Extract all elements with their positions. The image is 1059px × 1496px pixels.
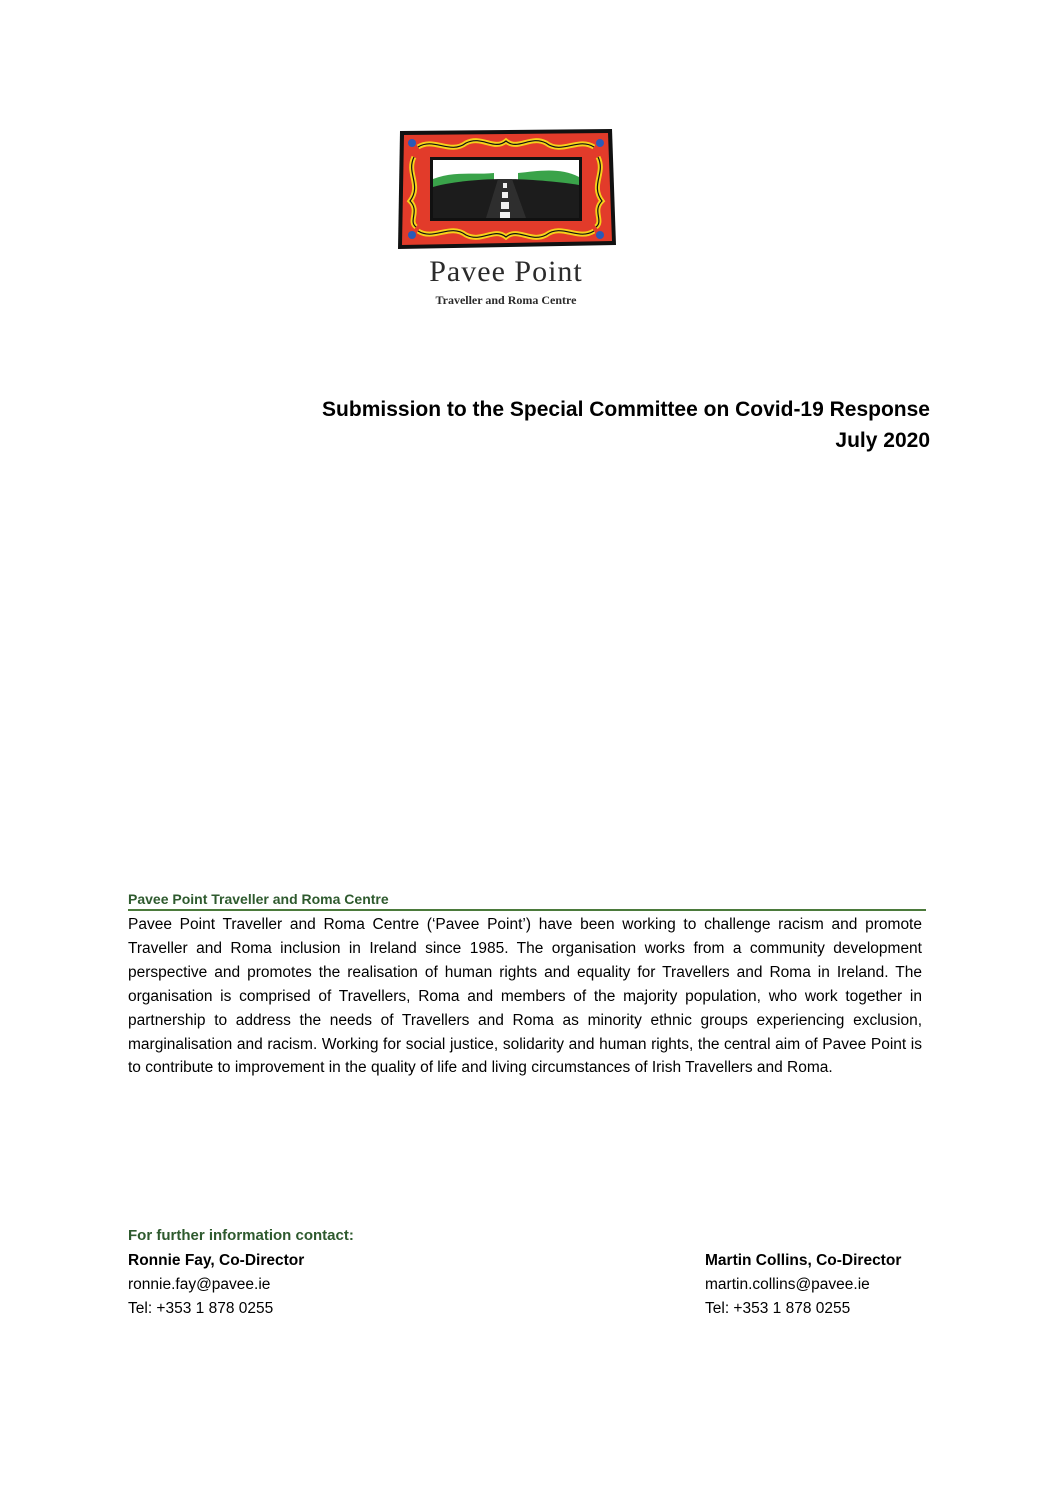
title-line-2: July 2020 bbox=[835, 429, 930, 452]
section-heading: Pavee Point Traveller and Roma Centre bbox=[128, 891, 389, 907]
document-title bbox=[150, 394, 930, 456]
contact-right-name: Martin Collins, Co-Director bbox=[705, 1252, 902, 1269]
section-divider bbox=[128, 909, 926, 911]
contact-right-tel: Tel: +353 1 878 0255 bbox=[705, 1300, 851, 1317]
contact-left bbox=[128, 1249, 304, 1321]
title-line-1: Submission to the Special Committee on Covid-19 Response bbox=[322, 398, 930, 421]
contact-left-name: Ronnie Fay, Co-Director bbox=[128, 1252, 305, 1269]
logo-emblem-icon bbox=[394, 127, 618, 251]
contact-right-email[interactable]: martin.collins@pavee.ie bbox=[705, 1276, 870, 1293]
contact-left-email[interactable]: ronnie.fay@pavee.ie bbox=[128, 1276, 271, 1293]
logo-subtitle: Traveller and Roma Centre bbox=[435, 293, 577, 307]
pavee-point-logo bbox=[394, 127, 618, 310]
contact-left-tel: Tel: +353 1 878 0255 bbox=[128, 1300, 274, 1317]
contact-right bbox=[705, 1249, 901, 1321]
contact-heading: For further information contact: bbox=[128, 1227, 354, 1244]
logo-name: Pavee Point bbox=[429, 255, 583, 288]
section-body: Pavee Point Traveller and Roma Centre (‘Pavee Point’) have been working to challenge racism and promote Traveller and Roma inclusion in Ireland since 1985. The organisation works from a community development perspective and promotes the realisation of human rights and equality for Travellers and Roma in Ireland. The organisation is comprised of Travellers, Roma and members of the majority population, who work together in partnership to address the needs of Travellers and Roma as minority ethnic groups experiencing exclusion, marginalisation and racism. Working for social justice, solidarity and human rights, the central aim of Pavee Point is to contribute to improvement in the quality of life and living circumstances of Irish Travellers and Roma. bbox=[128, 916, 922, 1077]
